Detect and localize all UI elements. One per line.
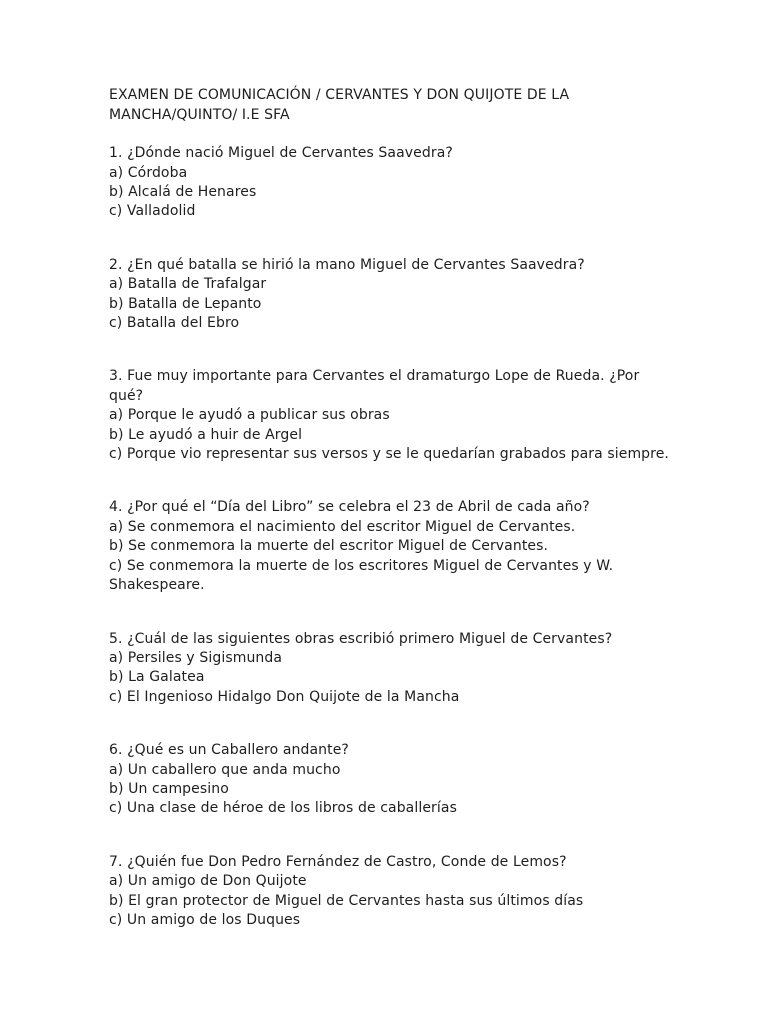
answer-option: c) Un amigo de los Duques (109, 911, 301, 928)
answer-option: b) La Galatea (109, 669, 205, 686)
answer-option: b) Le ayudó a huir de Argel (109, 426, 303, 443)
answer-option: c) Una clase de héroe de los libros de caballerías (109, 800, 457, 817)
question-text: 1. ¿Dónde nació Miguel de Cervantes Saavedra? (109, 145, 453, 162)
answer-options (109, 649, 669, 707)
answer-options (109, 275, 669, 333)
question-text: 7. ¿Quién fue Don Pedro Fernández de Castro, Conde de Lemos? (109, 853, 567, 870)
question-text: 4. ¿Por qué el “Día del Libro” se celebra el 23 de Abril de cada año? (109, 499, 590, 516)
question-block (109, 256, 669, 334)
answer-option: b) El gran protector de Miguel de Cervantes hasta sus últimos días (109, 892, 584, 909)
answer-option: c) Se conmemora la muerte de los escritores Miguel de Cervantes y W. Shakespeare. (109, 557, 614, 594)
answer-option: c) Valladolid (109, 203, 196, 220)
question-block (109, 741, 669, 819)
answer-option: b) Alcalá de Henares (109, 184, 257, 200)
question-text: 6. ¿Qué es un Caballero andante? (109, 742, 349, 759)
answer-option: b) Batalla de Lepanto (109, 295, 262, 312)
answer-option: a) Córdoba (109, 164, 188, 181)
answer-option: a) Porque le ayudó a publicar sus obras (109, 407, 390, 424)
exam-title: EXAMEN DE COMUNICACIÓN / CERVANTES Y DON QUIJOTE DE LA MANCHA/QUINTO/ I.E SFA (109, 87, 570, 123)
answer-option: a) Un amigo de Don Quijote (109, 873, 307, 890)
question-text: 3. Fue muy importante para Cervantes el dramaturgo Lope de Rueda. ¿Por qué? (109, 368, 640, 404)
answer-options (109, 872, 669, 930)
answer-option: c) Batalla del Ebro (109, 315, 240, 332)
answer-option: a) Se conmemora el nacimiento del escritor Miguel de Cervantes. (109, 518, 576, 535)
answer-option: c) Porque vio representar sus versos y se le quedarían grabados para siempre. (109, 446, 669, 463)
answer-option: b) Se conmemora la muerte del escritor Miguel de Cervantes. (109, 538, 549, 555)
question-text: 2. ¿En qué batalla se hirió la mano Miguel de Cervantes Saavedra? (109, 256, 585, 273)
question-block (109, 630, 669, 708)
question-list (109, 144, 669, 930)
question-block (109, 144, 669, 222)
question-block (109, 853, 669, 931)
answer-option: c) El Ingenioso Hidalgo Don Quijote de la Mancha (109, 688, 460, 705)
answer-option: a) Un caballero que anda mucho (109, 761, 341, 778)
answer-options (109, 761, 669, 819)
answer-options (109, 406, 669, 464)
answer-options (109, 518, 669, 596)
document-page (109, 86, 669, 930)
question-text: 5. ¿Cuál de las siguientes obras escribió primero Miguel de Cervantes? (109, 630, 613, 647)
answer-option: b) Un campesino (109, 780, 229, 797)
answer-options (109, 164, 669, 222)
answer-option: a) Persiles y Sigismunda (109, 649, 283, 666)
answer-option: a) Batalla de Trafalgar (109, 276, 267, 293)
question-block (109, 498, 669, 595)
question-block (109, 367, 669, 464)
